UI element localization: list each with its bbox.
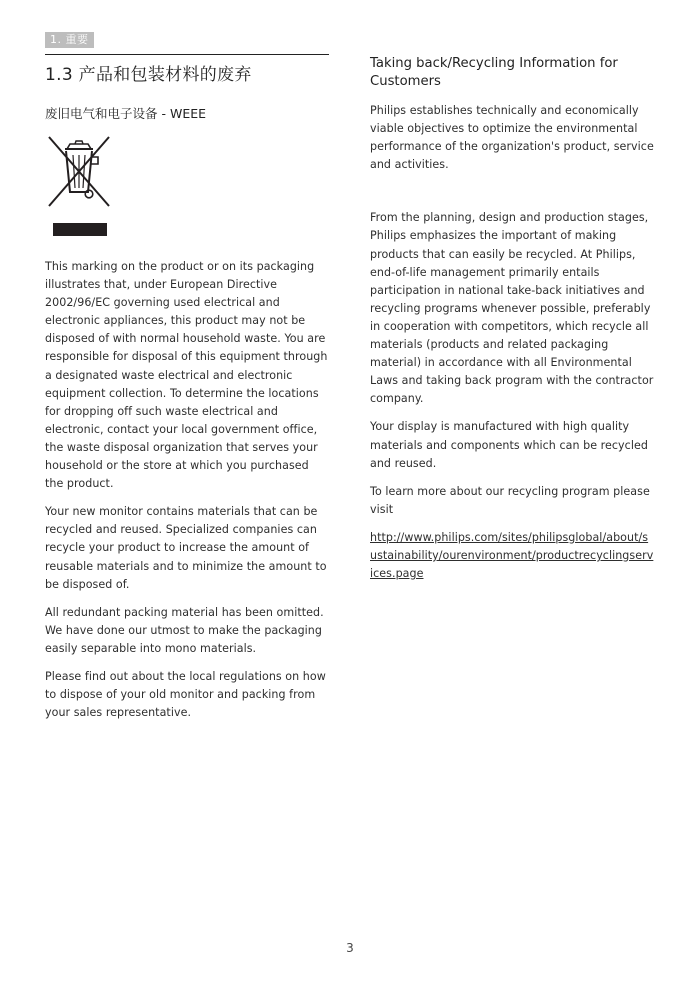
recycling-paragraph-1: Philips establishes technically and economically viable objectives to optimize the environmental performance of the organization's product, service and activities. <box>370 104 654 172</box>
weee-paragraph-2: Your new monitor contains materials that can be recycled and reused. Specialized companies can recycle your product to increase the amount of reusable materials and to minimize the amount to be disposed of. <box>45 505 327 591</box>
page-number: 3 <box>346 941 354 955</box>
section-title: 1.3 产品和包装材料的废弃 <box>45 65 252 85</box>
recycling-heading: Taking back/Recycling Information for Customers <box>370 56 618 89</box>
weee-black-bar <box>53 223 107 236</box>
weee-paragraph-1: This marking on the product or on its packaging illustrates that, under European Directive 2002/96/EC governing used electrical and electronic appliances, this product may not be disposed of with normal household waste. You are responsible for disposal of this equipment through a designated waste electrical and electronic equipment collection. To determine the locations for dropping off such waste electrical and electronic, contact your local government office, the waste disposal organization that serves your household or the store at which you purchased the product. <box>45 260 328 491</box>
recycling-link[interactable]: http://www.philips.com/sites/philipsglobal/about/sustainability/ourenvironment/productrecyclingservices.page <box>370 530 654 581</box>
crossed-out-wheelie-bin-icon <box>45 134 113 208</box>
weee-paragraph-4: Please find out about the local regulations on how to dispose of your old monitor and packing from your sales representative. <box>45 669 326 720</box>
section-rule <box>45 54 329 55</box>
chapter-tab: 1. 重要 <box>45 32 94 48</box>
weee-subtitle: 废旧电气和电子设备 - WEEE <box>45 106 207 121</box>
weee-paragraph-3: All redundant packing material has been omitted. We have done our utmost to make the packaging easily separable into mono materials. <box>45 605 324 655</box>
recycling-paragraph-2: From the planning, design and production stages, Philips emphasizes the important of making products that can easily be recycled. At Philips, end-of-life management primarily entails participation in national take-back initiatives and recycling programs whenever possible, preferably in cooperation with competitors, which recycle all materials (products and related packaging material) in accordance with all Environmental Laws and taking back program with the contractor company. <box>370 211 654 406</box>
left-column <box>45 54 329 732</box>
recycling-paragraph-3: Your display is manufactured with high quality materials and components which can be recycled and reused. <box>370 420 648 470</box>
right-column <box>370 54 654 593</box>
recycling-paragraph-4: To learn more about our recycling program please visit <box>370 484 650 516</box>
